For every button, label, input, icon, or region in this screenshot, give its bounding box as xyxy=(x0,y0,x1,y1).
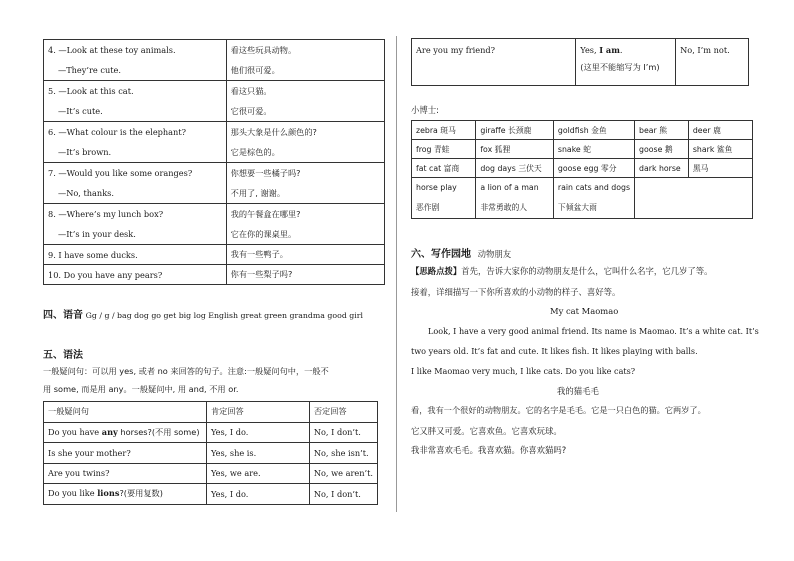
table-row xyxy=(412,121,753,140)
table-row xyxy=(412,178,753,219)
grammar-question-part: Are you twins? xyxy=(48,468,110,479)
grammar-question xyxy=(44,443,207,464)
grammar-no: No, I don’t. xyxy=(309,422,377,443)
sentence-en-line: 10. Do you have any pears? xyxy=(48,269,163,280)
grammar-table xyxy=(43,401,378,505)
cn-line1: 看，我有一个很好的动物朋友。它的名字是毛毛。它是一只白色的猫。它两岁了。 xyxy=(411,405,706,415)
phonics-line xyxy=(43,306,363,321)
essay-line2: two years old. It’s fat and cute. It likes fish. It likes playing with balls. xyxy=(411,346,698,356)
sentence-table xyxy=(43,39,385,285)
sentence-cn-line: 它在你的课桌里。 xyxy=(230,229,297,239)
vocab-cell xyxy=(476,178,554,219)
friend-question: Are you my friend? xyxy=(412,39,576,86)
grammar-question-part: any xyxy=(101,426,118,437)
grammar-header: 肯定回答 xyxy=(206,402,309,423)
vocab-cell-line: 下倾盆大雨 xyxy=(557,203,597,212)
vocab-cell-empty xyxy=(635,178,753,219)
tip-text1: 首先，告诉大家你的动物朋友是什么，它叫什么名字，它几岁了等。 xyxy=(461,266,713,276)
vocab-cell-line: rain cats and dogs xyxy=(557,183,631,192)
table-row xyxy=(44,204,385,245)
vocab-cell-line: horse play xyxy=(416,183,457,192)
sentence-cn xyxy=(226,163,384,204)
table-row xyxy=(44,122,385,163)
vocab-cell xyxy=(412,178,476,219)
sentence-cn-line: 它是棕色的。 xyxy=(230,147,280,157)
phonics-title: 四、语音 xyxy=(43,310,83,321)
grammar-title: 五、语法 xyxy=(43,350,83,361)
table-row xyxy=(44,163,385,204)
table-row xyxy=(44,245,385,265)
sentence-cn-line: 不用了, 谢谢。 xyxy=(230,188,286,198)
vocab-cell: deer 鹿 xyxy=(688,121,752,140)
vocab-cell: dark horse xyxy=(635,159,689,178)
vocab-cell: bear 熊 xyxy=(635,121,689,140)
tip-line1 xyxy=(411,265,713,277)
sentence-en-line: 4. —Look at these toy animals. xyxy=(48,45,176,55)
vocab-cell: snake 蛇 xyxy=(553,140,634,159)
sentence-en xyxy=(44,245,227,265)
vocab-cell-line: 恶作剧 xyxy=(416,203,440,212)
friend-yes-cell xyxy=(576,39,676,86)
friend-yes-bold: I am xyxy=(599,45,620,55)
grammar-question xyxy=(44,422,207,443)
vocab-cell: frog 青蛙 xyxy=(412,140,476,159)
sentence-en-line: —It’s brown. xyxy=(58,147,112,157)
essay-title: My cat Maomao xyxy=(550,306,619,316)
sentence-cn-line: 看这只猫。 xyxy=(230,86,272,96)
grammar-intro-line1: 一般疑问句：可以用 yes, 或者 no 来回答的句子。注意:一般疑问句中，一般不 xyxy=(43,366,329,376)
sentence-cn xyxy=(226,81,384,122)
grammar-question-part: Do you like xyxy=(48,488,98,499)
cn-line3: 我非常喜欢毛毛。我喜欢猫。你喜欢猫吗? xyxy=(411,445,567,455)
table-row xyxy=(44,40,385,81)
table-row xyxy=(412,140,753,159)
grammar-header: 否定回答 xyxy=(309,402,377,423)
sentence-cn-line: 那头大象是什么颜色的? xyxy=(230,127,317,137)
table-row xyxy=(44,422,378,443)
vocab-cell: shark 鲨鱼 xyxy=(688,140,752,159)
sentence-en-line: —They’re cute. xyxy=(58,65,121,75)
sentence-en-line: 7. —Would you like some oranges? xyxy=(48,168,193,178)
friend-no: No, I’m not. xyxy=(676,39,749,86)
friend-yes-note: (这里不能缩写为 I’m) xyxy=(580,62,660,72)
grammar-question-part: horses?(不用 some) xyxy=(117,426,200,437)
table-row xyxy=(412,159,753,178)
sentence-en xyxy=(44,163,227,204)
sentence-cn-line: 你想要一些橘子吗? xyxy=(230,168,301,178)
vocab-cell-line: a lion of a man xyxy=(480,183,539,192)
vocab-cell: goose egg 零分 xyxy=(553,159,634,178)
friend-yes-a: Yes, xyxy=(580,45,600,55)
writing-title: 六、写作园地 xyxy=(411,249,471,260)
grammar-question-part: Do you have xyxy=(48,426,102,437)
vocab-cell-line: 非常勇敢的人 xyxy=(480,203,528,212)
table-row xyxy=(44,484,378,505)
vocab-cell xyxy=(553,178,634,219)
grammar-question-part: Is she your mother? xyxy=(48,447,131,458)
sentence-cn-line: 他们很可爱。 xyxy=(230,65,280,75)
friend-table xyxy=(411,38,749,86)
phonics-content: Gg / g / bag dog go get big log English great green grandma good girl xyxy=(85,311,363,320)
grammar-question xyxy=(44,463,207,484)
cn-line2: 它又胖又可爱。它喜欢鱼。它喜欢玩球。 xyxy=(411,426,562,436)
essay-line1: Look, I have a very good animal friend. Its name is Maomao. It’s a white cat. It’s xyxy=(428,326,759,336)
vocab-cell: 黑马 xyxy=(688,159,752,178)
sentence-en-line: 8. —Where’s my lunch box? xyxy=(48,209,164,219)
column-divider xyxy=(396,36,397,512)
grammar-yes: Yes, we are. xyxy=(206,463,309,484)
sentence-cn-line: 它很可爱。 xyxy=(230,106,272,116)
grammar-header-row xyxy=(44,402,378,423)
vocab-cell: zebra 斑马 xyxy=(412,121,476,140)
sentence-cn xyxy=(226,204,384,245)
grammar-yes: Yes, I do. xyxy=(206,422,309,443)
sentence-cn-line: 你有一些梨子吗? xyxy=(230,269,293,279)
sentence-cn xyxy=(226,122,384,163)
sentence-cn xyxy=(226,40,384,81)
writing-heading xyxy=(411,245,511,260)
table-row xyxy=(44,463,378,484)
vocab-cell: goldfish 金鱼 xyxy=(553,121,634,140)
sentence-en-line: —It’s cute. xyxy=(58,106,103,116)
sentence-en-line: 6. —What colour is the elephant? xyxy=(48,127,187,137)
writing-topic: 动物朋友 xyxy=(477,249,512,259)
grammar-yes: Yes, I do. xyxy=(206,484,309,505)
cn-title: 我的猫毛毛 xyxy=(557,386,599,396)
sentence-en-line: 5. —Look at this cat. xyxy=(48,86,134,96)
doctor-title: 小博士: xyxy=(411,105,439,115)
table-row xyxy=(44,443,378,464)
tip-label: 【思路点拨】 xyxy=(411,266,462,276)
vocab-cell: dog days 三伏天 xyxy=(476,159,554,178)
sentence-cn xyxy=(226,245,384,265)
sentence-cn-line: 我的午餐盒在哪里? xyxy=(230,209,301,219)
sentence-cn-line: 看这些玩具动物。 xyxy=(230,45,297,55)
sentence-en-line: 9. I have some ducks. xyxy=(48,249,138,260)
grammar-no: No, we aren’t. xyxy=(309,463,377,484)
tip-line2: 接着，详细描写一下你所喜欢的小动物的样子、喜好等。 xyxy=(411,287,621,297)
sentence-cn-line: 我有一些鸭子。 xyxy=(230,249,288,259)
sentence-en xyxy=(44,122,227,163)
sentence-en-line: —It’s in your desk. xyxy=(58,229,136,239)
grammar-intro-line2: 用 some, 而是用 any。一般疑问中, 用 and, 不用 or. xyxy=(43,384,239,394)
vocab-table xyxy=(411,120,753,219)
sentence-en-line: —No, thanks. xyxy=(58,188,114,198)
sentence-en xyxy=(44,204,227,245)
grammar-no: No, I don’t. xyxy=(309,484,377,505)
grammar-header: 一般疑问句 xyxy=(44,402,207,423)
friend-yes-c: . xyxy=(619,45,623,55)
vocab-cell: goose 鹅 xyxy=(635,140,689,159)
table-row xyxy=(44,81,385,122)
sentence-en xyxy=(44,81,227,122)
grammar-question-part: lions xyxy=(97,488,120,499)
essay-line3: I like Maomao very much, I like cats. Do you like cats? xyxy=(411,366,636,376)
vocab-cell: fox 狐狸 xyxy=(476,140,554,159)
grammar-question xyxy=(44,484,207,505)
sentence-en xyxy=(44,265,227,285)
grammar-yes: Yes, she is. xyxy=(206,443,309,464)
grammar-no: No, she isn’t. xyxy=(309,443,377,464)
sentence-cn xyxy=(226,265,384,285)
friend-row xyxy=(412,39,749,86)
sentence-en xyxy=(44,40,227,81)
grammar-question-part: ?(要用复数) xyxy=(119,488,163,499)
vocab-cell: giraffe 长颈鹿 xyxy=(476,121,554,140)
vocab-cell: fat cat 富商 xyxy=(412,159,476,178)
table-row xyxy=(44,265,385,285)
